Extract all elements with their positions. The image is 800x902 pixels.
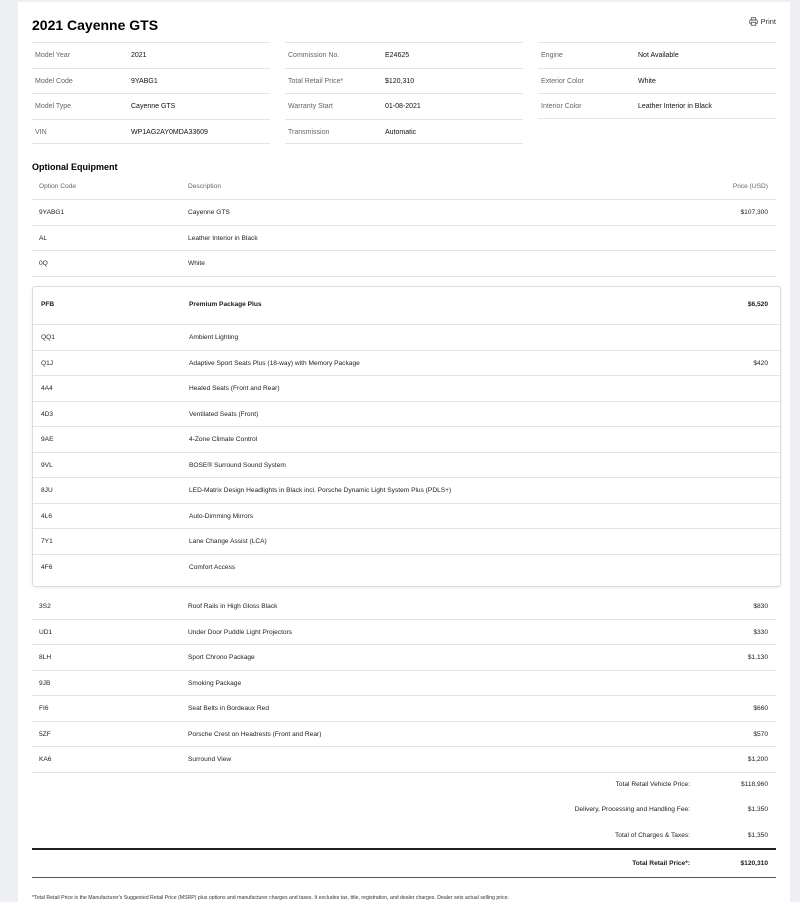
totals-value: $118,960 [740,781,768,788]
spec-label: Model Year [35,52,71,59]
option-code: 4L6 [41,512,53,520]
spec-value: 9YABG1 [131,77,158,85]
package-description: Premium Package Plus [189,301,262,308]
option-description: 4-Zone Climate Control [189,436,258,443]
option-description: LED-Matrix Design Headlights in Black incl. Porsche Dynamic Light System Plus (PDLS+) [189,487,452,494]
spec-label: Warranty Start [288,103,333,111]
option-description: White [188,260,205,267]
totals-label: Total of Charges & Taxes: [614,831,690,839]
specs-column-2 [285,42,523,144]
spec-value: Leather Interior in Black [638,103,712,111]
table-row [32,200,776,226]
option-description: Auto-Dimming Mirrors [189,512,254,520]
spec-label: Model Code [35,77,73,85]
spec-row [32,93,270,119]
option-code: 5ZF [39,730,51,738]
spec-value: Not Available [638,52,679,59]
option-code: 9AE [41,436,54,443]
option-description: Comfort Access [189,563,236,571]
print-label: Print [760,17,776,26]
option-code: 9VL [41,461,53,469]
spec-row [32,68,270,94]
vehicle-detail-page [18,2,790,902]
totals-row [32,823,776,848]
option-description: Leather Interior in Black [188,234,258,242]
specs-column-3 [538,42,776,119]
spec-row [285,42,523,68]
option-description: Roof Rails in High Gloss Black [188,603,278,610]
rows-before-package [32,200,776,277]
option-description: Heated Seats (Front and Rear) [189,385,280,392]
option-code: AL [39,234,48,242]
spec-value: $120,310 [385,77,415,85]
option-code: 0Q [39,260,48,267]
totals-value: $1,350 [747,806,768,814]
table-row [32,747,776,773]
option-code: 9JB [39,679,51,687]
option-code: 8LH [39,654,52,661]
option-description: Surround View [188,756,232,763]
option-description: Seat Belts in Bordeaux Red [188,705,270,712]
table-row [33,504,780,530]
table-header [32,176,776,200]
totals-value: $1,350 [747,831,768,839]
grand-total-label: Total Retail Price*: [632,860,690,867]
spec-row [538,68,776,94]
print-button[interactable] [749,17,776,26]
grand-total-value: $120,310 [740,860,768,867]
totals-label: Delivery, Processing and Handling Fee: [574,806,690,814]
option-price: $1,130 [747,654,768,661]
table-row [33,529,780,555]
package-price: $6,520 [747,301,768,308]
price-footnote: *Total Retail Price is the Manufacturer's Suggested Retail Price (MSRP) plus options and manufacturer charges and taxes. It excludes tax, title, registration, and dealer charges. Dealer sets actual selling price. [32,895,510,901]
option-description: Porsche Crest on Headrests (Front and Rear) [188,730,322,738]
option-code: FI6 [39,705,49,712]
optional-equipment-title: Optional Equipment [32,162,118,172]
spec-value: WP1AG2AY0MDA33609 [131,128,208,136]
spec-value: 01-08-2021 [385,103,421,111]
spec-label: VIN [35,128,47,136]
option-code: 3S2 [39,603,51,610]
spec-row [538,93,776,119]
spec-label: Model Type [35,103,72,111]
spec-row [32,119,270,145]
table-row [32,722,776,748]
package-code: PFB [41,301,55,308]
table-row [32,696,776,722]
spec-label: Transmission [288,128,330,136]
totals-row [32,772,776,797]
table-row [32,620,776,646]
table-row [33,427,780,453]
spec-value: Cayenne GTS [131,103,176,111]
table-row [33,325,780,351]
table-row [33,555,780,581]
spec-value: Automatic [385,128,417,136]
option-code: UD1 [39,628,53,636]
specs-column-1 [32,42,270,144]
option-price: $660 [753,705,768,712]
rows-after-package [32,594,776,773]
option-price: $570 [753,730,768,738]
spec-label: Total Retail Price* [288,77,344,85]
option-description: Smoking Package [188,679,242,687]
option-description: Ventilated Seats (Front) [189,410,259,418]
option-code: Q1J [41,359,54,367]
table-row [33,351,780,377]
table-row [33,478,780,504]
spec-label: Exterior Color [541,77,584,85]
header-description: Description [188,183,221,190]
option-description: BOSE® Surround Sound System [189,461,286,469]
spec-value: White [638,77,656,85]
table-row [32,594,776,620]
spec-value: E24625 [385,52,410,59]
option-description: Ambient Lighting [189,334,239,341]
option-code: 4A4 [41,385,53,392]
option-price: $830 [753,603,768,610]
table-row [33,376,780,402]
option-price: $330 [753,628,768,636]
option-description: Sport Chrono Package [188,654,255,661]
table-row [32,226,776,252]
table-row [32,671,776,697]
spec-row [285,68,523,94]
spec-label: Commission No. [288,52,340,59]
option-price: $107,300 [740,209,768,216]
spec-row [285,93,523,119]
spec-row [285,119,523,145]
grand-total-row [32,848,776,878]
spec-label: Engine [541,52,563,59]
totals-section [32,772,776,848]
premium-package-group [32,286,781,587]
option-code: 8JU [41,487,53,494]
vehicle-specs [32,42,776,145]
option-description: Lane Change Assist (LCA) [189,538,267,545]
option-code: 4D3 [41,410,54,418]
package-header-row [33,287,780,325]
option-code: 9YABG1 [39,209,65,216]
option-code: KA6 [39,756,52,763]
option-price: $1,200 [747,756,768,763]
option-description: Cayenne GTS [188,209,230,216]
option-description: Under Door Puddle Light Projectors [188,628,293,636]
option-code: 4F6 [41,563,53,571]
totals-row [32,797,776,822]
spec-row [538,42,776,68]
option-code: 7Y1 [41,538,53,545]
table-row [32,645,776,671]
package-items [33,325,780,580]
table-row [33,402,780,428]
table-row [32,251,776,277]
optional-equipment-table [32,176,776,277]
table-row [33,453,780,479]
option-price: $420 [753,359,768,367]
header-price: Price (USD) [732,183,768,190]
option-code: QQ1 [41,334,55,341]
totals-label: Total Retail Vehicle Price: [615,781,690,788]
option-description: Adaptive Sport Seats Plus (18-way) with Memory Package [189,359,360,367]
spec-value: 2021 [131,52,147,59]
header-option-code: Option Code [39,183,77,190]
spec-label: Interior Color [541,103,582,111]
printer-icon [749,17,758,26]
spec-row [32,42,270,68]
page-title: 2021 Cayenne GTS [32,17,159,33]
